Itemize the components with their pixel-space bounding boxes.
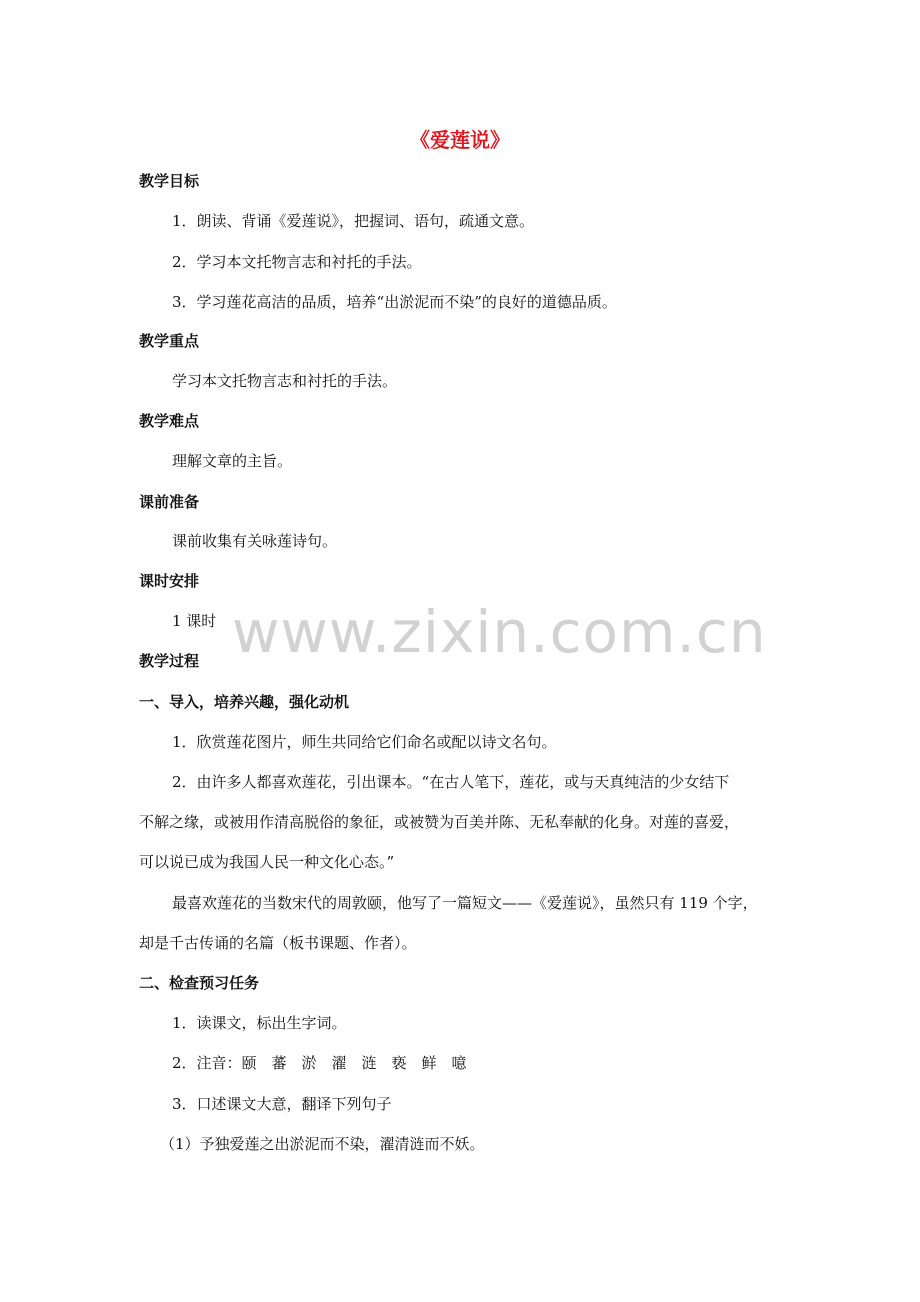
difficulty-text: 理解文章的主旨。 bbox=[172, 452, 293, 470]
preparation-text: 课前收集有关咏莲诗句。 bbox=[172, 532, 338, 550]
part2-sub-item-1: （1）予独爱莲之出淤泥而不染，濯清涟而不妖。 bbox=[160, 1135, 485, 1153]
part1-item-2-line1: 2．由许多人都喜欢莲花，引出课本。“在古人笔下，莲花，或与天真纯洁的少女结下 bbox=[172, 773, 730, 791]
part1-item-2-line3: 可以说已成为我国人民一种文化心态。” bbox=[139, 853, 395, 871]
heading-difficulty: 教学难点 bbox=[139, 412, 200, 430]
part2-item-2: 2．注音：颐 蕃 淤 濯 涟 亵 鲜 噫 bbox=[172, 1054, 467, 1072]
heading-process: 教学过程 bbox=[139, 652, 200, 670]
document-title: 《爱莲说》 bbox=[410, 128, 510, 152]
objective-item-2: 2．学习本文托物言志和衬托的手法。 bbox=[172, 253, 422, 271]
part1-item-1: 1．欣赏莲花图片，师生共同给它们命名或配以诗文名句。 bbox=[172, 733, 557, 751]
objective-item-1: 1．朗读、背诵《爱莲说》，把握词、语句，疏通文意。 bbox=[172, 212, 535, 230]
part1-paragraph-line1: 最喜欢莲花的当数宋代的周敦颐，他写了一篇短文——《爱莲说》，虽然只有 119 个字， bbox=[172, 894, 758, 912]
part2-item-1: 1．读课文，标出生字词。 bbox=[172, 1014, 347, 1032]
watermark: www.zixin.com.cn bbox=[232, 598, 767, 666]
objective-item-3: 3．学习莲花高洁的品质，培养“出淤泥而不染”的良好的道德品质。 bbox=[172, 293, 617, 311]
focus-text: 学习本文托物言志和衬托的手法。 bbox=[172, 372, 398, 390]
schedule-text: 1 课时 bbox=[172, 612, 217, 630]
heading-preparation: 课前准备 bbox=[139, 493, 200, 511]
part2-item-3: 3．口述课文大意，翻译下列句子 bbox=[172, 1095, 392, 1113]
heading-focus: 教学重点 bbox=[139, 332, 200, 350]
part1-item-2-line2: 不解之缘，或被用作清高脱俗的象征，或被赞为百美并陈、无私奉献的化身。对莲的喜爱， bbox=[139, 813, 740, 831]
heading-part2: 二、检查预习任务 bbox=[139, 974, 260, 992]
heading-schedule: 课时安排 bbox=[139, 572, 200, 590]
part1-paragraph-line2: 却是千古传诵的名篇（板书课题、作者）。 bbox=[139, 934, 417, 952]
heading-part1: 一、导入，培养兴趣，强化动机 bbox=[139, 693, 350, 711]
heading-objectives: 教学目标 bbox=[139, 172, 200, 190]
